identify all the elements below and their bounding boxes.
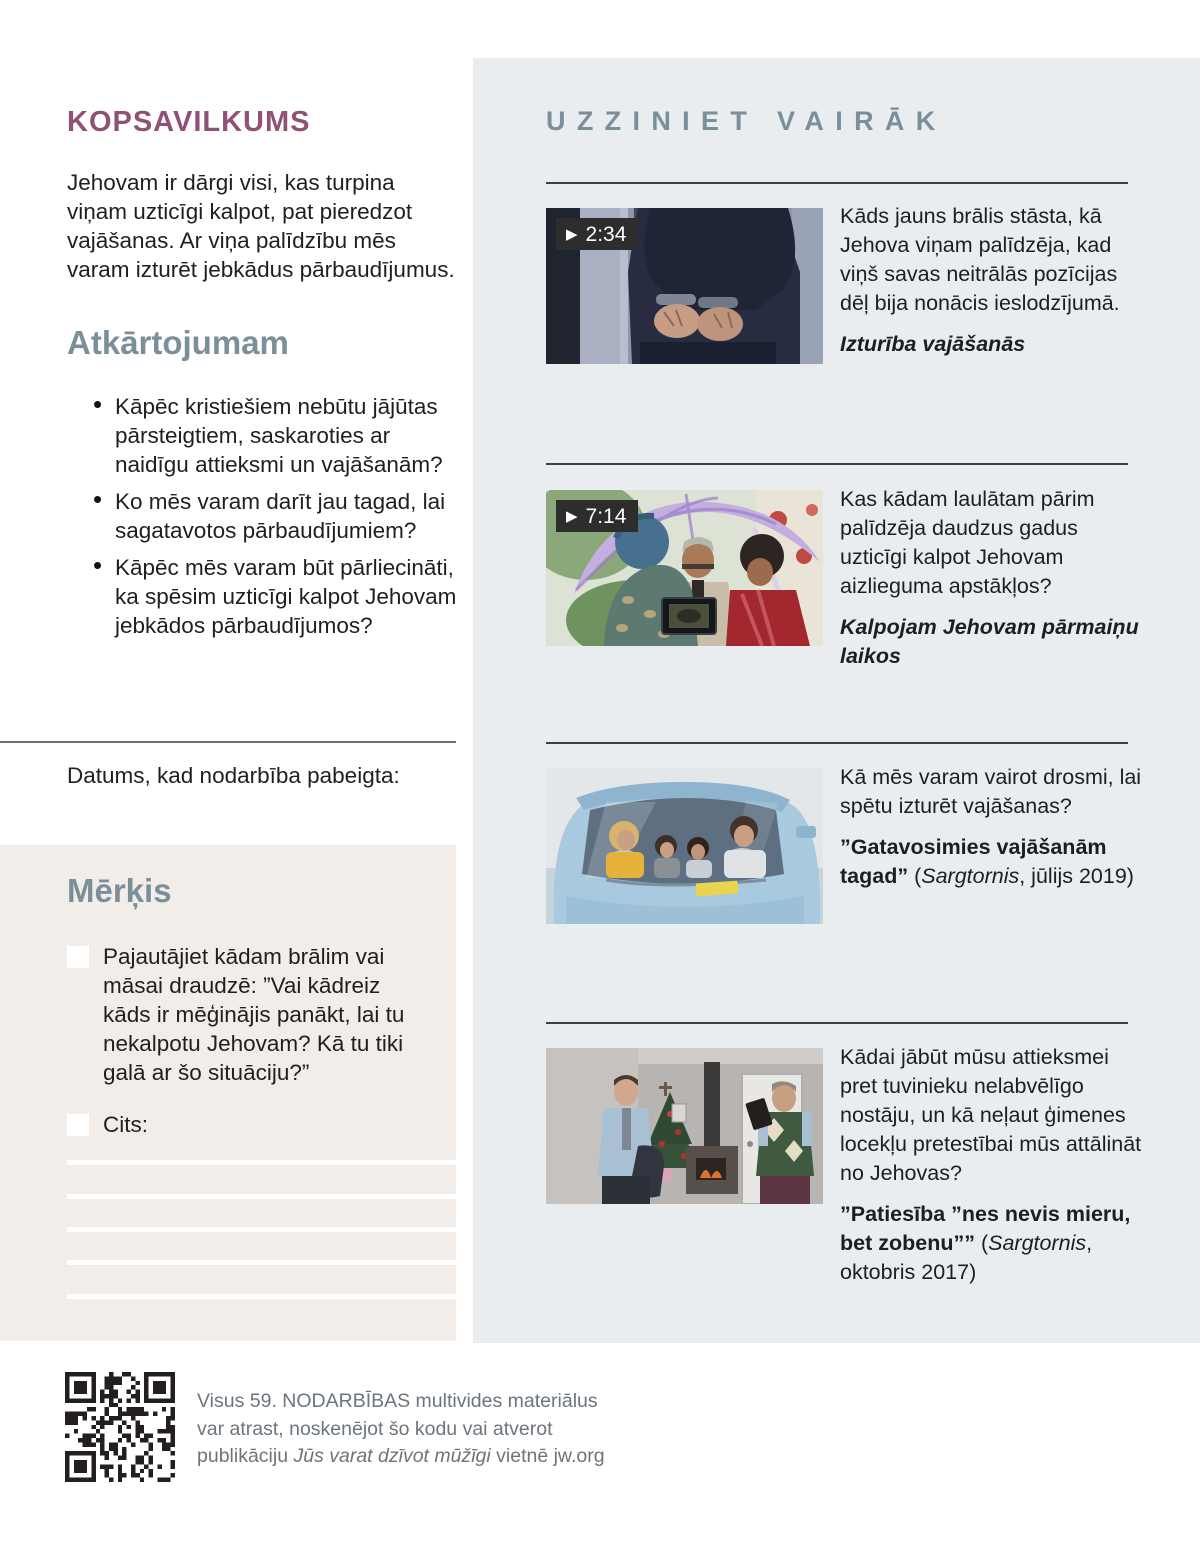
media-reference: ”Patiesība ”nes nevis mieru, bet zobenu”” (Sargtornis, oktobris 2017) — [840, 1202, 1131, 1284]
media-description — [840, 485, 1142, 671]
summary-title: KOPSAVILKUMS — [67, 106, 311, 138]
duration-text: 2:34 — [585, 222, 627, 246]
item-divider — [546, 1022, 1128, 1024]
duration-badge — [556, 218, 638, 250]
media-description — [840, 202, 1142, 359]
play-icon: ▶ — [566, 507, 578, 525]
write-in-line[interactable] — [67, 1194, 456, 1199]
review-bullet: • Kāpēc mēs varam būt pārliecināti, ka spēsim uzticīgi kalpot Jehovam jebkādos pārbaudījumos? — [67, 553, 459, 640]
duration-badge — [556, 500, 638, 532]
media-reference: ”Gatavosimies vajāšanām tagad” (Sargtornis, jūlijs 2019) — [840, 835, 1134, 888]
learn-more-panel — [473, 58, 1200, 1343]
goal-item-label: Cits: — [103, 1112, 148, 1137]
write-in-line[interactable] — [67, 1294, 456, 1299]
review-bullet: • Ko mēs varam darīt jau tagad, lai sagatavotos pārbaudījumiem? — [67, 487, 459, 545]
media-description — [840, 1043, 1142, 1287]
review-bullet-list — [67, 392, 459, 648]
item-divider — [546, 742, 1128, 744]
left-divider — [0, 741, 456, 743]
duration-text: 7:14 — [585, 504, 627, 528]
goal-item — [67, 1110, 413, 1139]
qr-caption — [197, 1388, 617, 1471]
video-thumbnail-handcuffs[interactable] — [546, 208, 823, 364]
play-icon: ▶ — [566, 225, 578, 243]
review-bullet: • Kāpēc kristiešiem nebūtu jājūtas pārsteigtiem, saskaroties ar naidīgu attieksmi un vajāšanām? — [67, 392, 459, 479]
media-text: Kāds jauns brālis stāsta, kā Jehova viņam palīdzēja, kad viņš savas neitrālās pozīcijas dēļ bija nonācis ieslodzījumā. — [840, 204, 1120, 315]
media-reference: Kalpojam Jehovam pārmaiņu laikos — [840, 615, 1139, 668]
goal-item — [67, 942, 413, 1087]
learn-more-title: UZZINIET VAIRĀK — [546, 106, 947, 136]
write-in-line[interactable] — [67, 1160, 456, 1165]
media-text: Kādai jābūt mūsu attieksmei pret tuvinieku nelabvēlīgo nostāju, un kā neļaut ģimenes locekļu pretestībai mūs attālināt no Jehovas? — [840, 1045, 1142, 1185]
qr-caption-tail: vietnē jw.org — [490, 1445, 605, 1467]
write-in-line[interactable] — [67, 1260, 456, 1265]
goal-box — [0, 845, 456, 1341]
summary-paragraph: Jehovam ir dārgi visi, kas turpina viņam uzticīgi kalpot, pat pieredzot vajāšanas. Ar viņa palīdzību mēs varam izturēt jebkādus pārbaudījumus. — [67, 170, 455, 282]
item-divider — [546, 463, 1128, 465]
review-title: Atkārtojumam — [67, 324, 289, 361]
thumbnail-family-in-car[interactable] — [546, 768, 823, 924]
goal-item-label: Pajautājiet kādam brālim vai māsai draudzē: ”Vai kādreiz kāds ir mēģinājis panākt, lai tu nekalpotu Jehovam? Kā tu tiki galā ar šo situāciju?” — [103, 944, 405, 1085]
thumbnail-family-opposition[interactable] — [546, 1048, 823, 1204]
qr-code — [65, 1372, 175, 1482]
write-in-line[interactable] — [67, 1227, 456, 1232]
checkbox[interactable] — [67, 946, 89, 968]
item-divider — [546, 182, 1128, 184]
goal-title: Mērķis — [67, 872, 172, 909]
family-opposition-illustration — [546, 1048, 823, 1204]
qr-caption-text: Visus 59. NODARBĪBAS multivides materiālus var atrast, noskenējot šo kodu vai atverot publikāciju — [197, 1390, 598, 1467]
media-description — [840, 763, 1142, 891]
checkbox[interactable] — [67, 1114, 89, 1136]
media-reference: Izturība vajāšanās — [840, 332, 1026, 356]
qr-caption-publication: Jūs varat dzīvot mūžīgi — [293, 1445, 491, 1467]
video-thumbnail-umbrella-couple[interactable] — [546, 490, 823, 646]
completion-date-label: Datums, kad nodarbība pabeigta: — [67, 763, 400, 788]
media-text: Kas kādam laulātam pārim palīdzēja daudzus gadus uzticīgi kalpot Jehovam aizlieguma apstākļos? — [840, 487, 1095, 598]
media-text: Kā mēs varam vairot drosmi, lai spētu izturēt vajāšanas? — [840, 765, 1142, 818]
family-in-car-illustration — [546, 768, 823, 924]
